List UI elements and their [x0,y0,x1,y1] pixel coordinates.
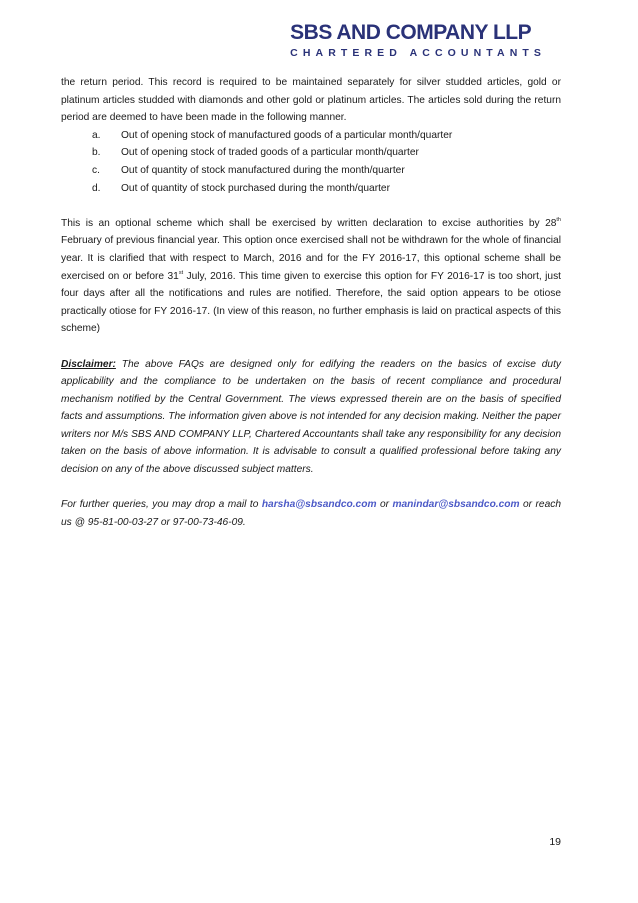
list-item-text: Out of quantity of stock purchased during the month/quarter [121,182,390,194]
company-logo [290,22,546,59]
contact-paragraph [61,496,561,531]
list-item-text: Out of opening stock of traded goods of a particular month/quarter [121,147,419,159]
list-item-text: Out of quantity of stock manufactured during the month/quarter [121,164,405,176]
email-link-harsha[interactable]: harsha@sbsandco.com [261,499,377,511]
page-number: 19 [549,836,561,848]
scheme-text-1: This is an optional scheme which shall be exercised by written declaration to excise authorities by 28 [61,217,557,229]
list-item-text: Out of opening stock of manufactured goods of a particular month/quarter [121,129,453,141]
scheme-paragraph [61,215,561,338]
ordinal-suffix: st [178,269,184,276]
email-link-manindar[interactable]: manindar@sbsandco.com [392,499,520,511]
list-marker: c. [92,164,100,176]
scheme-text-3: July, 2016. This time given to exercise this option for FY 2016-17 is too short, just four days after all the notifications and rules are notified. Therefore, the said option appears to be otiose practically otiose for FY 2016-17. (In view of this reason, no further emphasis is laid on practical aspects of this scheme) [61,270,561,335]
contact-suffix: or reach us @ 95-81-00-03-27 or 97-00-73-46-09. [61,499,561,528]
list-marker: b. [92,147,101,159]
list-item [61,180,561,198]
disclaimer-text: The above FAQs are designed only for edifying the readers on the basics of excise duty applicability and the compliance to be undertaken on the basis of recent compliance and procedural mechanism notified by the Central Government. The views expressed therein are on the basis of specified facts and assumptions. The information given above is not intended for any decision making. Neither the paper writers nor M/s SBS AND COMPANY LLP, Chartered Accountants shall take any responsibility for any decision taken on the basis of above information. It is advisable to consult a qualified professional before taking any decision on any of the above discussed subject matters. [61,358,561,476]
intro-paragraph: the return period. This record is required to be maintained separately for silver studded articles, gold or platinum articles studded with diamonds and other gold or platinum articles. The articles sold during the return period are deemed to have been made in the following manner. [61,77,561,124]
ordinal-suffix: th [556,216,561,223]
logo-brand-name: SBS AND COMPANY LLP [290,21,532,44]
contact-mid: or [376,499,393,511]
contact-prefix: For further queries, you may drop a mail to [61,499,262,511]
list-item [61,162,561,180]
list-marker: d. [92,182,101,194]
list-marker: a. [92,129,101,141]
document-body [61,74,561,531]
list-item [61,127,561,145]
logo-tagline: CHARTERED ACCOUNTANTS [290,47,546,59]
disclaimer-paragraph [61,356,561,479]
disclaimer-label: Disclaimer: [61,358,116,370]
manner-list [61,127,561,197]
list-item [61,144,561,162]
scheme-text-2: February of previous financial year. This option once exercised shall not be withdrawn for the whole of financial year. It is clarified that with respect to March, 2016 and for the FY 2016-17, this optional scheme shall be exercised on or before 31 [61,235,561,282]
